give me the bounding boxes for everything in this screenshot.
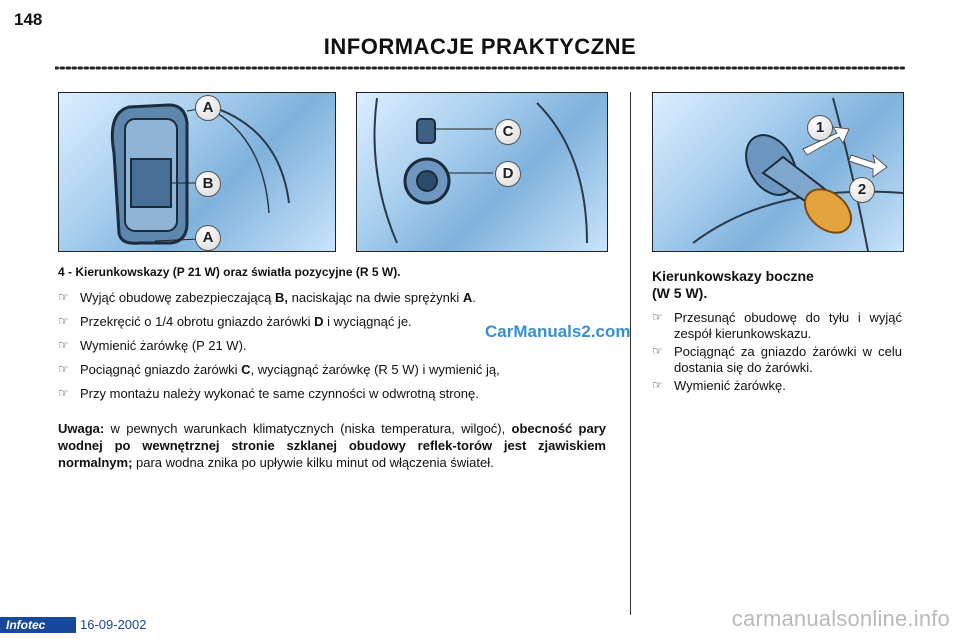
figure-side-indicator [652,92,904,252]
pointing-hand-icon: ☞ [652,344,663,358]
callout-d: D [495,161,521,187]
callout-a-top: A [195,95,221,121]
callout-b: B [195,171,221,197]
pointing-hand-icon: ☞ [58,386,69,400]
pointing-hand-icon: ☞ [652,378,663,392]
section-heading: 4 - Kierunkowskazy (P 21 W) oraz światła pozycyjne (R 5 W). [58,265,401,279]
page-title: INFORMACJE PRAKTYCZNE [323,34,637,59]
footer-date: 16-09-2002 [80,617,147,632]
pointing-hand-icon: ☞ [58,290,69,304]
side-indicator-illustration [653,93,903,251]
bulb-sockets-illustration [357,93,607,251]
pointing-hand-icon: ☞ [58,314,69,328]
figure-bulb-sockets [356,92,608,252]
pointing-hand-icon: ☞ [58,362,69,376]
note-label: Uwaga: [58,421,105,436]
side-indicator-heading: Kierunkowskazy boczne (W 5 W). [652,268,814,301]
figure-rear-lamp-housing [58,92,336,252]
note-paragraph: Uwaga: w pewnych warunkach klimatycznych (niska temperatura, wilgoć), obecność pary wodnej po wewnętrznej stronie szklanej obudowy reflek-torów jest zjawiskiem normalnym; para wodna znika po upływie kilku minut od włączenia świateł. [58,421,606,470]
page-number: 148 [14,10,43,29]
watermark-carmanualsonline: carmanualsonline.info [731,606,950,631]
watermark-carmanuals2: CarManuals2.com [485,322,631,341]
infotec-badge: Infotec [0,617,76,633]
pointing-hand-icon: ☞ [652,310,663,324]
callout-2: 2 [849,177,875,203]
pointing-hand-icon: ☞ [58,338,69,352]
callout-1: 1 [807,115,833,141]
column-divider [630,92,631,615]
callout-c: C [495,119,521,145]
lamp-housing-illustration [59,93,335,251]
note-emphasis: obecność pary wodnej po wewnętrznej stronie szklanej obudowy reflek-torów jest zjawiskiem normalnym; [58,421,606,470]
callout-a-bottom: A [195,225,221,251]
title-dotted-rule [55,65,905,71]
